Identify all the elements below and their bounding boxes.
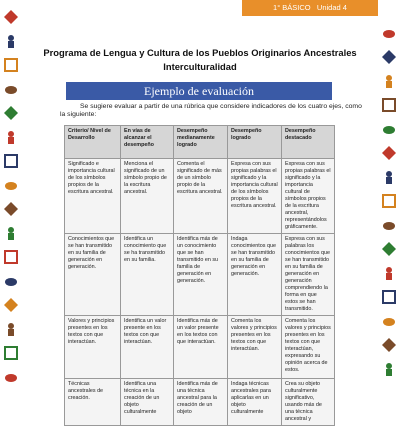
animal-icon: [4, 82, 18, 96]
pattern-icon: [382, 50, 396, 64]
pattern-icon: [382, 146, 396, 160]
table-row: [65, 316, 335, 379]
table-cell: Comenta los valores y principios presentes en los textos con que interactúan.: [228, 316, 282, 379]
header-level-2: Desempeño medianamente logrado: [174, 126, 228, 159]
pattern-icon: [382, 98, 396, 112]
table-cell: Indaga conocimientos que se han transmitido en su familia de generación en generación.: [228, 234, 282, 316]
pattern-icon: [4, 154, 18, 168]
animal-icon: [382, 314, 396, 328]
animal-icon: [382, 218, 396, 232]
table-cell: Comenta los valores y principios presentes en los textos con que interactúan, expresando su opinión acerca de estos.: [282, 316, 335, 379]
table-row: [65, 159, 335, 234]
pattern-icon: [4, 10, 18, 24]
left-decorative-border: [0, 0, 22, 400]
pattern-icon: [4, 58, 18, 72]
table-cell: Crea su objeto culturalmente significativo, usando más de una técnica ancestral y: [282, 379, 335, 426]
intro-text: Se sugiere evaluar a partir de una rúbrica que considere indicadores de los cuatro ejes, como: [80, 103, 362, 110]
grade-unit-header: [242, 0, 378, 16]
animal-icon: [382, 122, 396, 136]
pattern-icon: [382, 290, 396, 304]
table-cell: Expresa con sus propias palabras el significado y la importancia cultural de símbolos propios de la escritura ancestral, representándolos gráficamente.: [282, 159, 335, 234]
figure-icon: [4, 130, 18, 144]
animal-icon: [4, 274, 18, 288]
pattern-icon: [382, 194, 396, 208]
pattern-icon: [4, 298, 18, 312]
table-row: [65, 379, 335, 426]
header-level-1: En vías de alcanzar el desempeño: [121, 126, 174, 159]
figure-icon: [4, 34, 18, 48]
header-level-3: Desempeño logrado: [228, 126, 282, 159]
figure-icon: [382, 170, 396, 184]
pattern-icon: [4, 250, 18, 264]
table-cell: Identifica más de un conocimiento que se han transmitido en su familia de generación en generación.: [174, 234, 228, 316]
figure-icon: [382, 266, 396, 280]
table-header-row: [65, 126, 335, 159]
right-decorative-border: [378, 0, 400, 400]
section-title: Ejemplo de evaluación: [66, 82, 332, 100]
animal-icon: [4, 370, 18, 384]
table-cell: Identifica una técnica en la creación de un objeto culturalmente: [121, 379, 174, 426]
table-cell: Valores y principios presentes en los textos con que interactúan.: [65, 316, 121, 379]
pattern-icon: [382, 338, 396, 352]
program-title: Programa de Lengua y Cultura de los Pueblos Originarios Ancestrales Interculturalidad: [43, 47, 357, 72]
animal-icon: [4, 178, 18, 192]
pattern-icon: [4, 202, 18, 216]
header-criterion: Criterio/ Nivel de Desarrollo: [65, 126, 121, 159]
unit-label: Unidad 4: [316, 3, 347, 12]
table-cell: Conocimientos que se han transmitido en su familia de generación en generación.: [65, 234, 121, 316]
table-cell: Identifica un conocimiento que se ha transmitido en su familia.: [121, 234, 174, 316]
figure-icon: [4, 226, 18, 240]
table-cell: Identifica un valor presente en los textos con que interactúan.: [121, 316, 174, 379]
table-cell: Técnicas ancestrales de creación.: [65, 379, 121, 426]
animal-icon: [382, 26, 396, 40]
table-cell: Identifica más de una técnica ancestral para la creación de un objeto: [174, 379, 228, 426]
figure-icon: [382, 362, 396, 376]
table-cell: Identifica más de un valor presente en los textos con que interactúan.: [174, 316, 228, 379]
table-cell: Expresa con sus palabras los conocimientos que se han transmitido en su familia de generación en generación comprendiendo la forma en que estos se han transmitido.: [282, 234, 335, 316]
table-row: [65, 234, 335, 316]
table-cell: Indaga técnicas ancestrales para aplicarlas en un objeto culturalmente: [228, 379, 282, 426]
pattern-icon: [4, 346, 18, 360]
table-cell: Significado e importancia cultural de los símbolos propios de la escritura ancestral.: [65, 159, 121, 234]
intro-text-continued: la siguiente:: [60, 111, 97, 118]
figure-icon: [4, 322, 18, 336]
table-cell: Comenta el significado de más de un símbolo propio de la escritura ancestral.: [174, 159, 228, 234]
table-cell: Menciona el significado de un símbolo propio de la escritura ancestral.: [121, 159, 174, 234]
table-cell: Expresa con sus propias palabras el significado y la importancia cultural de los símbolos propios de la escritura ancestral.: [228, 159, 282, 234]
grade-label: 1° BÁSICO: [273, 3, 311, 12]
rubric-table: [64, 125, 335, 426]
pattern-icon: [382, 242, 396, 256]
figure-icon: [382, 74, 396, 88]
pattern-icon: [4, 106, 18, 120]
header-level-4: Desempeño destacado: [282, 126, 335, 159]
